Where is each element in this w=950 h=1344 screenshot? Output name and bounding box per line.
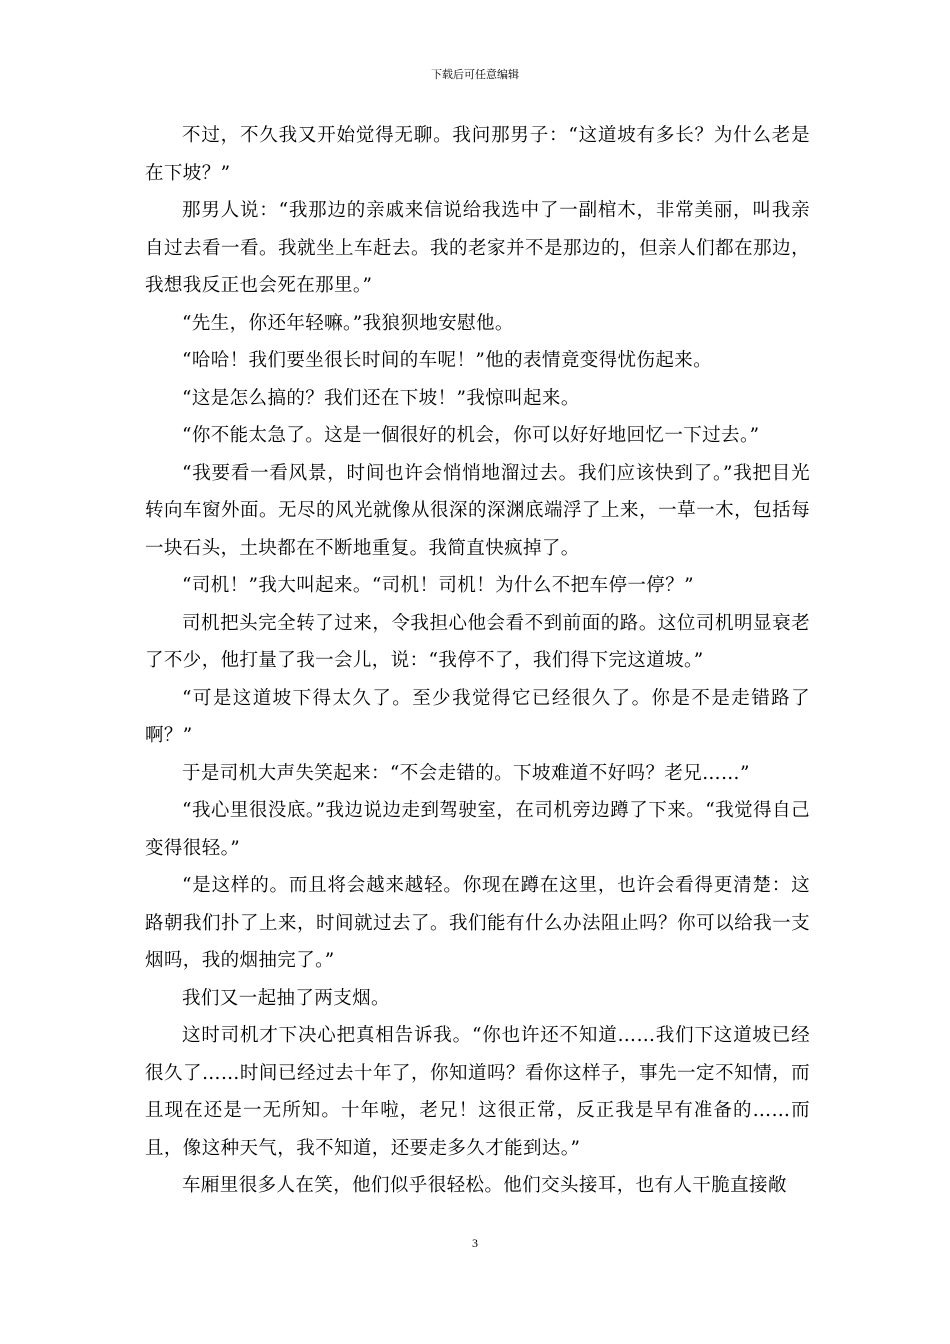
- paragraph: 不过，不久我又开始觉得无聊。我问那男子：“这道坡有多长？为什么老是在下坡？”: [145, 125, 810, 184]
- page-number: 3: [472, 1236, 478, 1250]
- paragraph: “先生，你还年轻嘛。”我狼狈地安慰他。: [182, 312, 514, 334]
- paragraph: “是这样的。而且将会越来越轻。你现在蹲在这里，也许会看得更清楚：这路朝我们扑了上来，时间就过去了。我们能有什么办法阻止吗？你可以给我一支烟吗，我的烟抽完了。”: [145, 875, 810, 971]
- paragraph: “可是这道坡下得太久了。至少我觉得它已经很久了。你是不是走错路了啊？”: [145, 687, 810, 746]
- paragraph: “我要看一看风景，时间也许会悄悄地溜过去。我们应该快到了。”我把目光转向车窗外面。无尽的风光就像从很深的深渊底端浮了上来，一草一木，包括每一块石头，土块都在不断地重复。我简直快疯掉了。: [145, 462, 810, 559]
- paragraph: “我心里很没底。”我边说边走到驾驶室，在司机旁边蹲了下来。“我觉得自己变得很轻。”: [145, 800, 810, 859]
- paragraph: 我们又一起抽了两支烟。: [182, 987, 390, 1009]
- paragraph: 于是司机大声失笑起来：“不会走错的。下坡难道不好吗？老兄……”: [182, 762, 750, 784]
- paragraph: “哈哈！我们要坐很长时间的车呢！”他的表情竟变得忧伤起来。: [182, 350, 713, 371]
- paragraph: “这是怎么搞的？我们还在下坡！”我惊叫起来。: [182, 387, 580, 409]
- paragraph: 那男人说：“我那边的亲戚来信说给我选中了一副棺木，非常美丽，叫我亲自过去看一看。我就坐上车赶去。我的老家并不是那边的，但亲人们都在那边，我想我反正也会死在那里。”: [145, 200, 810, 296]
- paragraph: “你不能太急了。这是一個很好的机会，你可以好好地回忆一下过去。”: [182, 425, 760, 446]
- paragraph: 车厢里很多人在笑，他们似乎很轻松。他们交头接耳，也有人干脆直接敞: [182, 1175, 787, 1196]
- paragraph: 这时司机才下决心把真相告诉我。“你也许还不知道……我们下这道坡已经很久了……时间已经过去十年了，你知道吗？看你这样子，事先一定不知情，而且现在还是一无所知。十年啦，老兄！这很正常，反正我是早有准备的……而且，像这种天气，我不知道，还要走多久才能到达。”: [145, 1025, 810, 1159]
- page-header: 下载后可任意编辑: [431, 68, 519, 81]
- paragraph: “司机！”我大叫起来。“司机！司机！为什么不把车停一停？”: [182, 575, 694, 596]
- document-body: [145, 117, 810, 1205]
- paragraph: 司机把头完全转了过来，令我担心他会看不到前面的路。这位司机明显衰老了不少，他打量了我一会儿，说：“我停不了，我们得下完这道坡。”: [145, 612, 810, 671]
